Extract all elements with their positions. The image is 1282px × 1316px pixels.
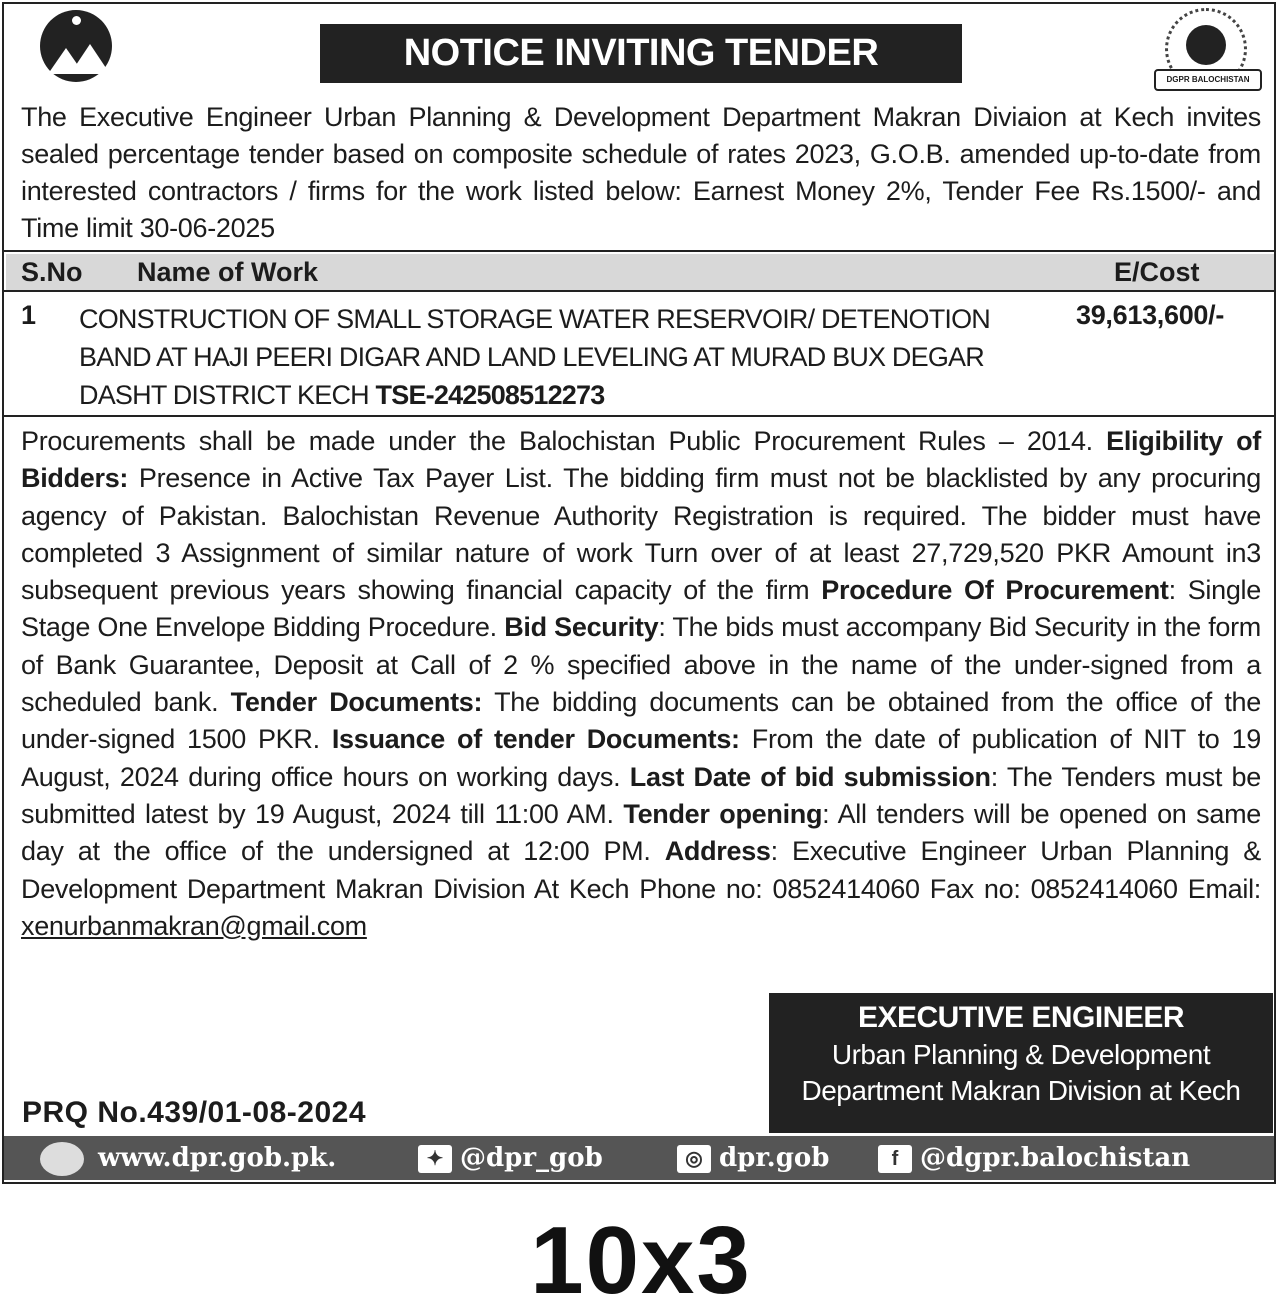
bid-security-heading: Bid Security <box>504 612 659 643</box>
table-header-divider <box>4 290 1274 292</box>
header-sno: S.No <box>21 257 83 287</box>
issuance-heading: Issuance of tender Documents: <box>331 724 740 755</box>
prq-number: PRQ No.439/01-08-2024 <box>22 1096 367 1129</box>
last-date-heading: Last Date of bid submission <box>629 761 991 792</box>
footer-website[interactable] <box>40 1136 336 1180</box>
table-row-cost: 39,613,600/- <box>1076 300 1225 330</box>
table-row-work <box>79 300 1039 414</box>
dgpr-balochistan-logo <box>1165 8 1250 90</box>
table-row-sno: 1 <box>21 300 37 330</box>
intro-paragraph: The Executive Engineer Urban Planning & Development Department Makran Diviaion at Kech invites sealed percentage tender based on composite schedule of rates 2023, G.O.B. amended up-to-date from interested contractors / firms for the work listed below: Earnest Money 2%, Tender Fee Rs.1500/- and Time limit 30-06-2025 <box>21 102 1261 243</box>
website-text: www.dpr.gob.pk. <box>98 1143 337 1173</box>
body-text-3: : Single Stage One Envelope Bidding Procedure. <box>21 575 1261 643</box>
terms-paragraph <box>21 423 1261 945</box>
body-text-8: : All tenders will be opened on same day at the office of the undersigned at 12:00 PM. <box>21 798 1262 867</box>
twitter-icon: ✦ <box>418 1145 452 1173</box>
table-header <box>6 254 1274 290</box>
signature-line-1: Urban Planning & Development <box>831 1039 1211 1070</box>
ad-size-label: 10x3 <box>530 1207 752 1314</box>
tender-documents-heading: Tender Documents: <box>230 687 483 718</box>
facebook-text: @dgpr.balochistan <box>920 1143 1191 1173</box>
body-text-5: The bidding documents can be obtained from the office of the under-signed 1500 PKR. <box>21 687 1261 755</box>
signature-title: EXECUTIVE ENGINEER <box>857 1001 1185 1034</box>
email-link[interactable]: xenurbanmakran@gmail.com <box>21 910 367 941</box>
body-text-1: Procurements shall be made under the Balochistan Public Procurement Rules – 2014. <box>21 426 1107 456</box>
body-text-4: : The bids must accompany Bid Security in the form of Bank Guarantee, Deposit at Call of 2 % specified above in the name of the under-signed from a scheduled bank. <box>21 612 1261 718</box>
tender-opening-heading: Tender opening <box>623 798 823 829</box>
signature-block <box>769 993 1273 1133</box>
table-bottom-divider <box>4 415 1274 417</box>
signature-line-2: Department Makran Division at Kech <box>801 1075 1241 1106</box>
address-heading: Address <box>664 836 771 867</box>
notice-title: NOTICE INVITING TENDER <box>320 24 962 83</box>
header-estimated-cost: E/Cost <box>1114 257 1200 287</box>
facebook-icon: f <box>878 1145 912 1173</box>
header-name-of-work: Name of Work <box>137 257 319 287</box>
instagram-text: dpr.gob <box>719 1143 830 1173</box>
body-text-2: Presence in Active Tax Payer List. The bidding firm must not be blacklisted by any procuring agency of Pakistan. Balochistan Revenue Authority Registration is required. The bidder must have completed 3 Assignment of similar nature of work Turn over of at least 27,729,520 PKR Amount in3 subsequent previous years showing financial capacity of the firm <box>21 463 1261 606</box>
body-text-9: : Executive Engineer Urban Planning & Development Department Makran Division At Kech Phone no: 0852414060 Fax no: 0852414060 Email: <box>21 836 1261 904</box>
twitter-text: @dpr_gob <box>460 1143 603 1173</box>
work-description: CONSTRUCTION OF SMALL STORAGE WATER RESERVOIR/ DETENOTION BAND AT HAJI PEERI DIGAR AND LAND LEVELING AT MURAD BUX DEGAR DASHT DISTRICT KECH <box>79 304 991 410</box>
balochistan-government-logo <box>40 10 112 82</box>
body-text-7: : The Tenders must be submitted latest by 19 August, 2024 till 11:00 AM. <box>21 761 1261 829</box>
eligibility-heading: Eligibility of Bidders: <box>21 426 1261 494</box>
instagram-icon: ◎ <box>677 1145 711 1173</box>
social-footer <box>4 1136 1274 1180</box>
footer-twitter[interactable] <box>418 1136 603 1180</box>
tse-number: TSE-242508512273 <box>375 380 605 410</box>
procedure-heading: Procedure Of Procurement <box>821 575 1169 606</box>
footer-instagram[interactable] <box>677 1136 829 1180</box>
footer-facebook[interactable] <box>878 1136 1190 1180</box>
globe-icon <box>40 1142 84 1176</box>
dgpr-logo-ribbon: DGPR BALOCHISTAN <box>1154 69 1262 91</box>
body-text-6: From the date of publication of NIT to 19 August, 2024 during office hours on working days. <box>21 724 1261 792</box>
table-top-divider <box>4 250 1274 252</box>
